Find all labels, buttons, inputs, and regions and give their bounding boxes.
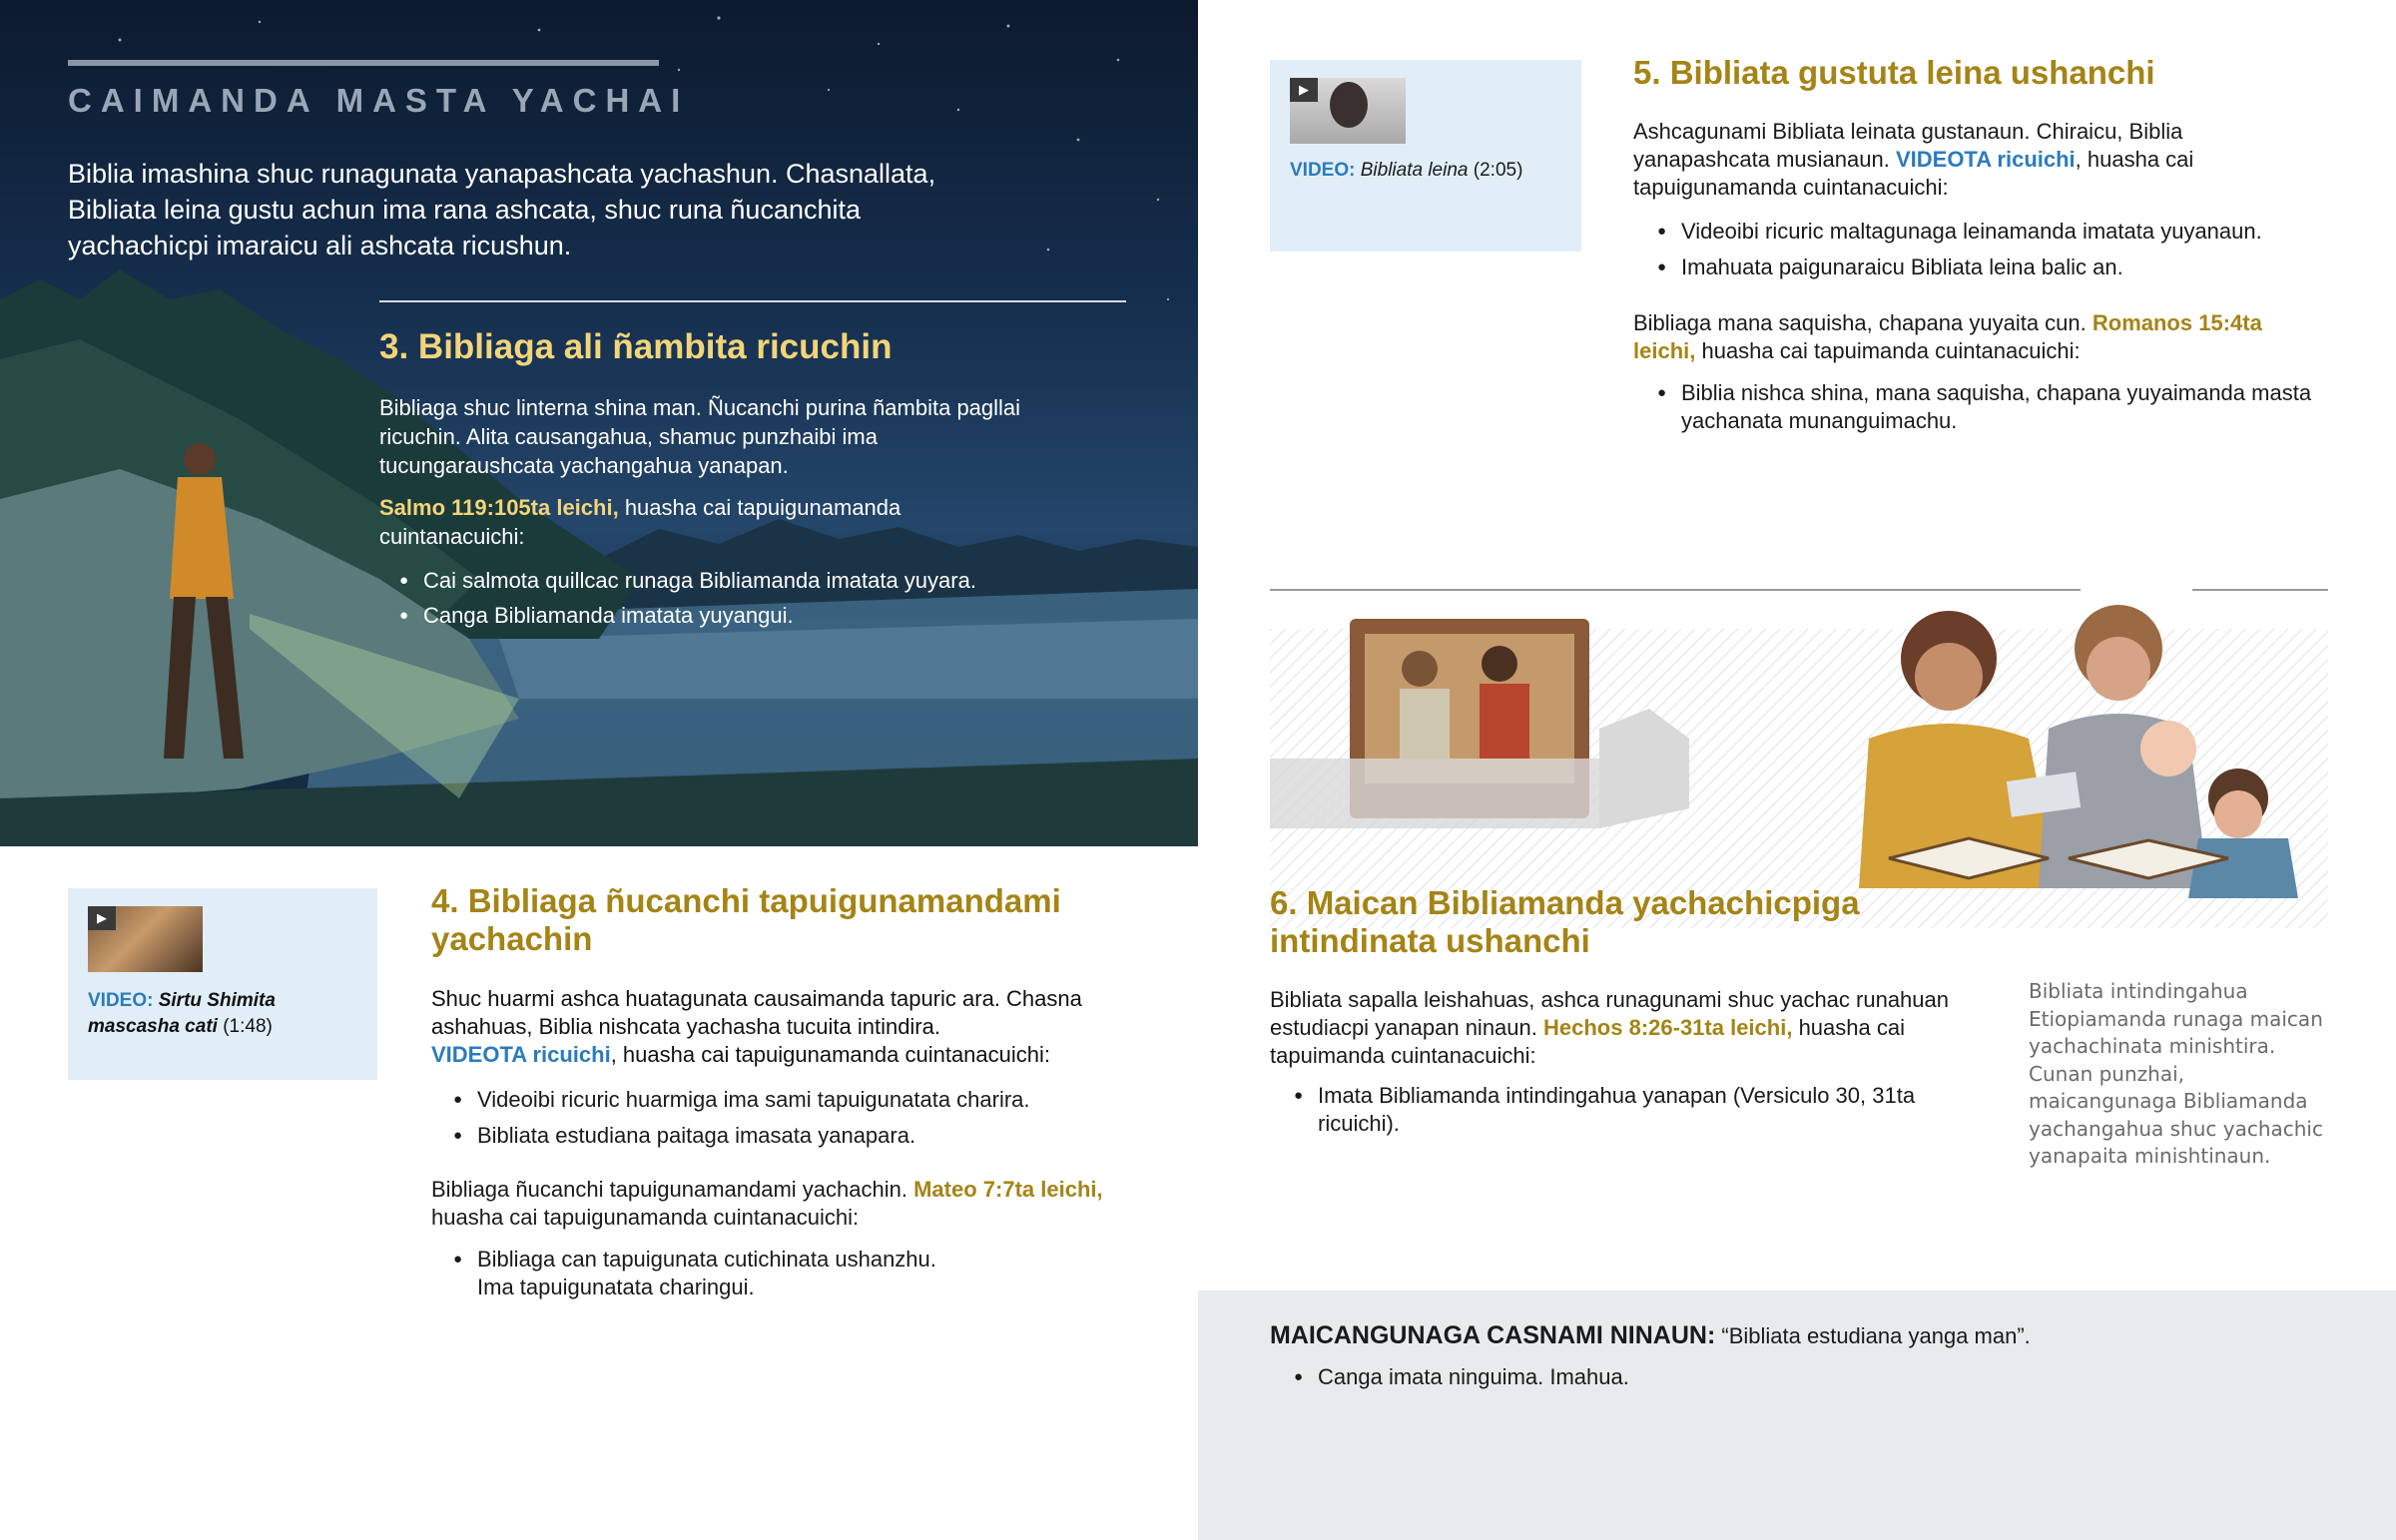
objection-question-list xyxy=(1294,1359,2192,1395)
section5-scripture-reference[interactable]: Romanos 15:4ta leichi, xyxy=(1633,310,2262,363)
list-item xyxy=(453,1246,1132,1301)
video-duration: (2:05) xyxy=(1473,160,1523,181)
section4-instruction: , huasha cai tapuigunamanda cuintanacuichi: xyxy=(610,1042,1051,1067)
list-item: ● Bibliata estudiana paitaga imasata yanapara. xyxy=(453,1118,1132,1154)
section5-instruction2: huasha cai tapuimanda cuintanacuichi: xyxy=(1695,338,2081,363)
section4-body2-text: Bibliaga ñucanchi tapuigunamandami yachachin. xyxy=(431,1177,914,1202)
section4-body2 xyxy=(431,1176,1130,1232)
objection-heading: MAICANGUNAGA CASNAMI NINAUN: xyxy=(1270,1321,1716,1349)
kicker-heading: CAIMANDA MASTA YACHAI xyxy=(68,82,690,119)
list-item-line: Ima tapuigunatata charingui. xyxy=(477,1275,755,1299)
play-icon[interactable]: ▶ xyxy=(88,906,116,930)
section6-body xyxy=(1270,986,1949,1070)
list-item: ● Imahuata paigunaraicu Bibliata leina balic an. xyxy=(1657,250,2356,285)
video-label: VIDEO: xyxy=(1290,160,1356,181)
list-item: ● Videoibi ricuric huarmiga ima sami tapuigunatata charira. xyxy=(453,1082,1132,1118)
list-item: ● Canga imata ninguima. Imahua. xyxy=(1294,1359,2192,1395)
list-item: ● Canga Bibliamanda imatata yuyangui. xyxy=(399,598,1098,633)
section4-body xyxy=(431,985,1130,1069)
section6-title: 6. Maican Bibliamanda yachachicpiga intindinata ushanchi xyxy=(1270,884,1860,959)
section3-rule xyxy=(379,300,1126,302)
section4-body-text: Shuc huarmi ashca huatagunata causaimanda tapuric ara. Chasna ashahuas, Biblia nishcata yachasha tucuita intindira. xyxy=(431,986,1082,1039)
illustration-caption: Bibliata intindingahua Etiopiamanda runaga maican yachachinata minishtira. Cunan punzhai, maicangunaga Bibliamanda yachangahua shuc yachachic yanapaita minishtinaun. xyxy=(2029,979,2323,1168)
section6-body-text: Bibliata sapalla leishahuas, ashca runagunami shuc yachac runahuan estudiacpi yanapan ninaun. xyxy=(1270,987,1950,1040)
section4-question-list xyxy=(453,1082,1132,1154)
section5-body2 xyxy=(1633,309,2312,365)
section5-body-text: Ashcagunami Bibliata leinata gustanaun. Chiraicu, Biblia yanapashcata musianaun. xyxy=(1633,119,2183,172)
section3-body: Bibliaga shuc linterna shina man. Ñucanchi purina ñambita pagllai ricuchin. Alita causangahua, shamuc punzhaibi ima tucungaraushcata yachangahua yanapan. xyxy=(379,395,1021,478)
list-item: ● Imata Bibliamanda intindingahua yanapan (Versiculo 30, 31ta ricuichi). xyxy=(1294,1082,1973,1138)
section3-instruction: huasha cai tapuigunamanda cuintanacuichi: xyxy=(379,495,901,549)
section3-scripture-reference[interactable]: Salmo 119:105ta leichi, xyxy=(379,495,619,520)
section5-body2-text: Bibliaga mana saquisha, chapana yuyaita cun. xyxy=(1633,310,2093,335)
section6-question-list xyxy=(1294,1082,1973,1138)
section5-question-list xyxy=(1657,214,2356,285)
video-label: VIDEO: xyxy=(88,990,154,1011)
section3-reference-line xyxy=(379,493,1038,551)
list-item: ● Videoibi ricuric maltagunaga leinamanda imatata yuyanaun. xyxy=(1657,214,2356,250)
section5-instruction: , huasha cai tapuigunamanda cuintanacuichi: xyxy=(1633,147,2194,200)
video-title-link[interactable]: Sirtu Shimita mascasha cati xyxy=(88,990,276,1037)
section4-instruction2: huasha cai tapuigunamanda cuintanacuichi: xyxy=(431,1205,860,1230)
section3-question-list xyxy=(399,563,1098,633)
section4-question-list-2 xyxy=(453,1246,1132,1301)
section4-scripture-reference[interactable]: Mateo 7:7ta leichi, xyxy=(913,1177,1103,1202)
objection-quote: “Bibliata estudiana yanga man”. xyxy=(1715,1323,2031,1348)
section5-body xyxy=(1633,118,2312,202)
video-caption xyxy=(1290,158,1569,184)
play-icon[interactable]: ▶ xyxy=(1290,78,1318,102)
video-link[interactable]: VIDEOTA ricuichi xyxy=(431,1042,611,1067)
kicker-rule xyxy=(68,60,659,66)
list-item: ● Cai salmota quillcac runaga Bibliamanda imatata yuyara. xyxy=(399,563,1098,598)
list-item-line: Bibliaga can tapuigunata cutichinata ushanzhu. xyxy=(477,1247,936,1272)
section3-title: 3. Bibliaga ali ñambita ricuchin xyxy=(379,327,893,366)
section6-instruction: huasha cai tapuimanda cuintanacuichi: xyxy=(1270,1015,1905,1068)
section5-question-list-2 xyxy=(1657,379,2316,435)
video-caption xyxy=(88,988,357,1040)
list-item: ● Biblia nishca shina, mana saquisha, chapana yuyaimanda masta yachanata munanguimachu. xyxy=(1657,379,2316,435)
section5-title: 5. Bibliata gustuta leina ushanchi xyxy=(1633,54,2155,91)
intro-paragraph: Biblia imashina shuc runagunata yanapashcata yachashun. Chasnallata, Bibliata leina gustu achun ima rana ashcata, shuc runa ñucanchita yachachicpi imaraicu ali ashcata ricushun. xyxy=(68,159,936,260)
objection-statement xyxy=(1270,1317,2348,1354)
speaker-portrait xyxy=(1330,82,1368,128)
video-duration: (1:48) xyxy=(223,1016,273,1037)
video-link[interactable]: VIDEOTA ricuichi xyxy=(1895,147,2076,172)
section6-scripture-reference[interactable]: Hechos 8:26-31ta leichi, xyxy=(1543,1015,1793,1040)
video-title-link[interactable]: Bibliata leina xyxy=(1360,160,1469,181)
section4-title: 4. Bibliaga ñucanchi tapuigunamandami yachachin xyxy=(431,882,1061,957)
